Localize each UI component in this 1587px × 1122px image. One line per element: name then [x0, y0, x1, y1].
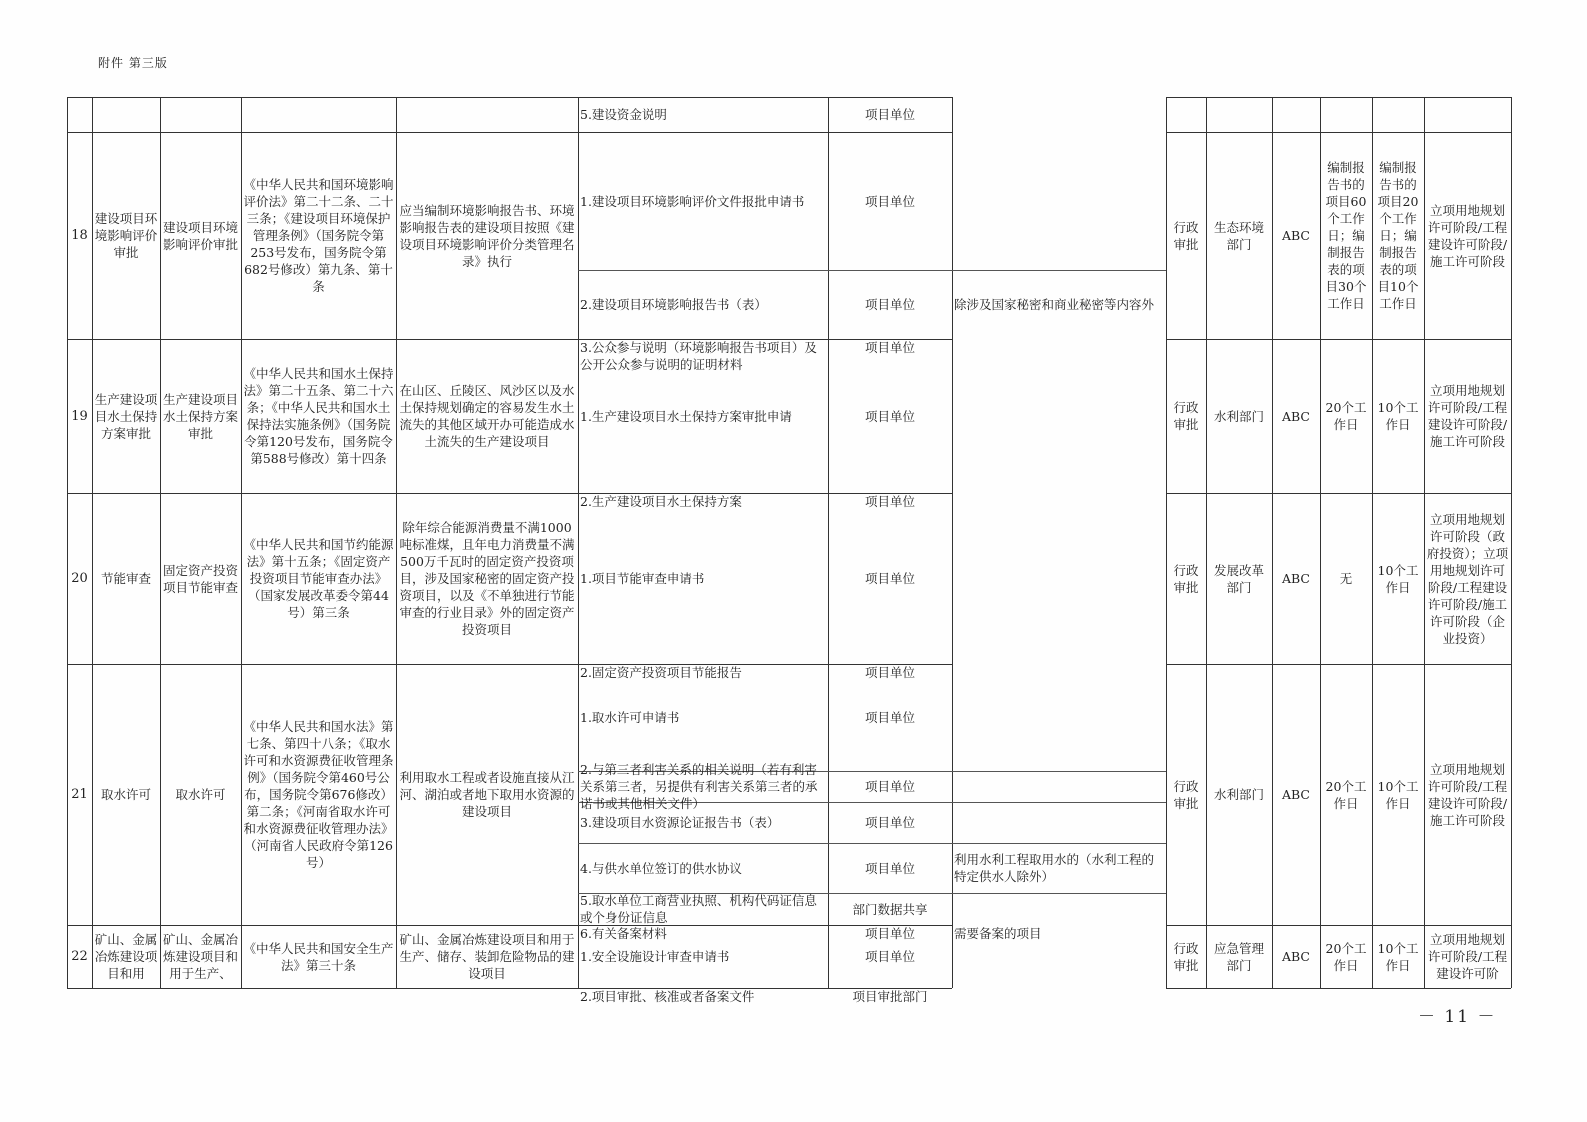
promised-time-limit — [1372, 925, 1424, 988]
item-name-text: 矿山、金属冶炼建设项目和用 — [94, 932, 158, 981]
approval-stage — [1424, 664, 1511, 925]
legal-basis-text: 《中华人民共和国水法》第七条、第四十八条；《取水许可和水资源费征收管理条例》（国务院令第460号公布，国务院令第676修改）第二条；《河南省取水许可和水资源费征收管理办法》（河南省人民政府令第126号） — [243, 719, 394, 870]
material-note — [952, 925, 1166, 988]
item-name-text: 节能审查 — [100, 571, 151, 586]
applicable-scope-text: 应当编制环境影响报告书、环境影响报告表的建设项目按照《建设项目环境影响评价分类管理名录》执行 — [399, 202, 575, 269]
material-name-text: 3.公众参与说明（环境影响报告书项目）及公开公众参与说明的证明材料 — [580, 340, 817, 372]
row-number — [67, 925, 92, 988]
approval-type — [1166, 132, 1206, 339]
material-source-text: 项目单位 — [864, 779, 915, 794]
material-source-text: 项目单位 — [864, 665, 915, 680]
legal-basis — [241, 664, 396, 925]
material-note — [952, 97, 1166, 132]
material-source-text: 部门数据共享 — [852, 901, 928, 917]
statutory-time-limit — [1320, 664, 1372, 925]
material-source — [828, 925, 952, 988]
material-name — [578, 925, 828, 988]
table-rule — [1166, 988, 1511, 989]
applicable-scope — [396, 132, 578, 339]
legal-basis-text: 《中华人民共和国节约能源法》第十五条；《固定资产投资项目节能审查办法》（国家发展改革委令第44号）第三条 — [243, 537, 394, 620]
material-name — [578, 843, 828, 893]
approval-stage — [1424, 97, 1511, 132]
page-number: － 11 － — [1418, 1007, 1497, 1027]
material-name-text: 2.建设项目环境影响报告书（表） — [580, 297, 767, 312]
responsible-dept-text: 生态环境部门 — [1213, 219, 1264, 252]
material-name — [578, 762, 828, 811]
statutory-time-limit — [1320, 493, 1372, 664]
responsible-dept-text: 发展改革部门 — [1213, 562, 1264, 595]
sub-item-name — [160, 97, 241, 132]
material-note — [952, 339, 1166, 493]
approval-stage — [1424, 925, 1511, 988]
applicable-level — [1272, 132, 1320, 339]
material-source-text: 项目单位 — [864, 408, 915, 424]
material-source — [828, 132, 952, 270]
applicable-level-text: ABC — [1281, 408, 1310, 424]
material-note-text: 除涉及国家秘密和商业秘密等内容外 — [954, 297, 1155, 312]
responsible-dept — [1206, 493, 1272, 664]
promised-time-limit — [1372, 493, 1424, 664]
legal-basis — [241, 97, 396, 132]
sub-item-name-text: 建设项目环境影响评价审批 — [162, 219, 238, 252]
sub-item-name-text: 固定资产投资项目节能审查 — [162, 562, 238, 595]
material-name-text: 2.项目审批、核准或者备案文件 — [580, 989, 755, 1004]
row-number-text: 18 — [71, 228, 88, 243]
row-number-text: 19 — [71, 408, 88, 424]
table-rule — [1511, 97, 1512, 988]
applicable-level-text: ABC — [1281, 571, 1310, 586]
statutory-time-limit-text: 20个工作日 — [1325, 400, 1367, 432]
material-note — [952, 802, 1166, 843]
sub-item-name — [160, 925, 241, 988]
approval-type — [1166, 97, 1206, 132]
approval-stage-text: 立项用地规划许可阶段/工程建设许可阶段/施工许可阶段 — [1427, 383, 1508, 449]
statutory-time-limit — [1320, 97, 1372, 132]
material-note — [952, 493, 1166, 664]
material-name-text: 1.取水许可申请书 — [580, 710, 680, 725]
material-note-text: 利用水利工程取用水的（水利工程的特定供水人除外） — [954, 852, 1155, 884]
material-name — [578, 97, 828, 132]
applicable-level — [1272, 97, 1320, 132]
item-name — [92, 493, 160, 664]
approval-type-text: 行政审批 — [1173, 219, 1199, 252]
material-source-text: 项目单位 — [864, 571, 915, 586]
statutory-time-limit — [1320, 925, 1372, 988]
material-source — [828, 893, 952, 925]
approval-stage-text: 立项用地规划许可阶段/工程建设许可阶 — [1427, 932, 1508, 981]
statutory-time-limit-text: 20个工作日 — [1325, 940, 1367, 973]
material-source-text: 项目审批部门 — [852, 989, 928, 1004]
approval-type — [1166, 339, 1206, 493]
responsible-dept — [1206, 664, 1272, 925]
material-source — [828, 97, 952, 132]
sub-item-name — [160, 132, 241, 339]
promised-time-limit-text: 10个工作日 — [1377, 778, 1419, 811]
responsible-dept-text: 应急管理部门 — [1213, 940, 1264, 973]
sub-item-name — [160, 339, 241, 493]
sub-item-name-text: 取水许可 — [175, 787, 226, 802]
material-note — [952, 132, 1166, 270]
sub-item-name — [160, 493, 241, 664]
material-note — [952, 893, 1166, 925]
applicable-scope-text: 除年综合能源消费量不满1000吨标准煤，且年电力消费量不满500万千瓦时的固定资产投资项目，涉及国家秘密的固定资产投资项目，以及《不单独进行节能审查的行业目录》外的固定资产投资项目 — [399, 520, 575, 637]
material-source — [828, 664, 952, 771]
material-name-text: 1.建设项目环境影响评价文件报批申请书 — [580, 193, 805, 209]
material-name-text: 1.项目节能审查申请书 — [580, 571, 705, 586]
material-source — [828, 493, 952, 664]
page-header: 附件 第三版 — [98, 56, 168, 70]
promised-time-limit-text: 10个工作日 — [1377, 400, 1419, 432]
responsible-dept — [1206, 339, 1272, 493]
material-name — [578, 664, 828, 771]
sub-item-name — [160, 664, 241, 925]
material-source — [828, 988, 952, 1005]
applicable-scope — [396, 493, 578, 664]
responsible-dept — [1206, 925, 1272, 988]
statutory-time-limit-text: 20个工作日 — [1325, 778, 1367, 811]
approval-stage-text: 立项用地规划许可阶段/工程建设许可阶段/施工许可阶段 — [1427, 202, 1508, 269]
legal-basis — [241, 493, 396, 664]
material-name — [578, 802, 828, 843]
responsible-dept — [1206, 132, 1272, 339]
approval-stage — [1424, 493, 1511, 664]
material-note — [952, 270, 1166, 339]
material-name-text: 5.建设资金说明 — [580, 107, 667, 122]
material-source-text: 项目单位 — [864, 949, 915, 964]
promised-time-limit — [1372, 664, 1424, 925]
item-name — [92, 97, 160, 132]
material-source-text: 项目单位 — [864, 494, 915, 509]
material-source-text: 项目单位 — [864, 926, 915, 941]
applicable-scope — [396, 339, 578, 493]
material-note — [952, 771, 1166, 802]
sub-item-name-text: 矿山、金属冶炼建设项目和用于生产、 — [162, 932, 238, 981]
material-name-text: 2.生产建设项目水土保持方案 — [580, 494, 742, 509]
approval-type — [1166, 493, 1206, 664]
statutory-time-limit — [1320, 132, 1372, 339]
row-number — [67, 132, 92, 339]
material-source — [828, 843, 952, 893]
material-source — [828, 339, 952, 493]
applicable-scope-text: 利用取水工程或者设施直接从江河、湖泊或者地下取用水资源的建设项目 — [399, 770, 575, 819]
applicable-scope-text: 在山区、丘陵区、风沙区以及水土保持规划确定的容易发生水土流失的其他区域开办可能造成水土流失的生产建设项目 — [399, 383, 575, 449]
material-source-text: 项目单位 — [864, 107, 915, 122]
applicable-scope-text: 矿山、金属冶炼建设项目和用于生产、储存、装卸危险物品的建设项目 — [399, 932, 575, 981]
promised-time-limit — [1372, 339, 1424, 493]
approval-stage — [1424, 339, 1511, 493]
applicable-level — [1272, 339, 1320, 493]
approval-type-text: 行政审批 — [1173, 562, 1199, 595]
row-number — [67, 493, 92, 664]
material-note — [952, 843, 1166, 893]
material-name-text: 4.与供水单位签订的供水协议 — [580, 860, 742, 876]
promised-time-limit-text: 10个工作日 — [1377, 562, 1419, 595]
statutory-time-limit-text: 无 — [1339, 571, 1353, 586]
statutory-time-limit — [1320, 339, 1372, 493]
legal-basis — [241, 339, 396, 493]
row-number-text: 21 — [71, 787, 88, 802]
material-source-text: 项目单位 — [864, 860, 915, 876]
material-source-text: 项目单位 — [864, 815, 915, 830]
approval-type-text: 行政审批 — [1173, 778, 1199, 811]
material-source — [828, 771, 952, 802]
material-name — [578, 270, 828, 339]
row-number-text: 22 — [71, 949, 88, 964]
material-name-text: 6.有关备案材料 — [580, 926, 667, 941]
material-name — [578, 493, 828, 664]
applicable-level — [1272, 664, 1320, 925]
item-name-text: 建设项目环境影响评价审批 — [94, 211, 158, 260]
material-note-text: 需要备案的项目 — [954, 926, 1042, 941]
legal-basis — [241, 132, 396, 339]
item-name — [92, 132, 160, 339]
responsible-dept — [1206, 97, 1272, 132]
promised-time-limit — [1372, 132, 1424, 339]
promised-time-limit-text: 10个工作日 — [1377, 940, 1419, 973]
material-name — [578, 339, 828, 493]
approval-type-text: 行政审批 — [1173, 400, 1199, 432]
applicable-scope — [396, 97, 578, 132]
material-source-text: 项目单位 — [864, 297, 915, 312]
material-source-text: 项目单位 — [864, 340, 915, 355]
legal-basis-text: 《中华人民共和国水土保持法》第二十五条、第二十六条；《中华人民共和国水土保持法实施条例》（国务院令第120号发布，国务院令第588号修改）第十四条 — [243, 366, 394, 466]
item-name-text: 生产建设项目水土保持方案审批 — [94, 391, 158, 441]
item-name — [92, 925, 160, 988]
material-name-text: 1.生产建设项目水土保持方案审批申请 — [580, 408, 792, 424]
promised-time-limit-text: 编制报告书的项目20个工作日；编制报告表的项目10个工作日 — [1377, 160, 1419, 311]
sub-item-name-text: 生产建设项目水土保持方案审批 — [162, 391, 238, 441]
material-note — [952, 664, 1166, 771]
approval-type — [1166, 925, 1206, 988]
legal-basis-text: 《中华人民共和国环境影响评价法》第二十二条、二十三条；《建设项目环境保护管理条例》（国务院令第253号发布，国务院令第682号修改）第九条、第十条 — [243, 177, 394, 294]
responsible-dept-text: 水利部门 — [1213, 787, 1264, 802]
material-name-text: 2.与第三者利害关系的相关说明（若有利害关系第三者，另提供有利害关系第三者的承诺书或其他相关文件） — [580, 762, 818, 811]
material-name-text: 5.取水单位工商营业执照、机构代码证信息或个身份证信息 — [580, 893, 817, 925]
row-number — [67, 97, 92, 132]
row-number-text: 20 — [71, 571, 88, 586]
statutory-time-limit-text: 编制报告书的项目60个工作日；编制报告表的项目30个工作日 — [1325, 160, 1367, 311]
approval-stage — [1424, 132, 1511, 339]
material-source — [828, 802, 952, 843]
promised-time-limit — [1372, 97, 1424, 132]
applicable-level — [1272, 493, 1320, 664]
legal-basis-text: 《中华人民共和国安全生产法》第三十条 — [243, 940, 394, 973]
material-name-text: 1.安全设施设计审查申请书 — [580, 949, 730, 964]
approval-type-text: 行政审批 — [1173, 940, 1199, 973]
row-number — [67, 664, 92, 925]
applicable-scope — [396, 925, 578, 988]
item-name-text: 取水许可 — [100, 787, 151, 802]
row-number — [67, 339, 92, 493]
applicable-level-text: ABC — [1281, 228, 1310, 243]
material-name — [578, 893, 828, 925]
material-name — [578, 132, 828, 270]
applicable-level — [1272, 925, 1320, 988]
item-name — [92, 664, 160, 925]
approval-stage-text: 立项用地规划许可阶段（政府投资）；立项用地规划许可阶段/工程建设许可阶段/施工许可阶段（企业投资） — [1426, 511, 1509, 646]
approval-stage-text: 立项用地规划许可阶段/工程建设许可阶段/施工许可阶段 — [1427, 761, 1508, 828]
legal-basis — [241, 925, 396, 988]
material-name-text: 3.建设项目水资源论证报告书（表） — [580, 815, 780, 830]
material-source-text: 项目单位 — [864, 193, 915, 209]
material-source-text: 项目单位 — [864, 710, 915, 725]
material-name-text: 2.固定资产投资项目节能报告 — [580, 665, 742, 680]
applicable-level-text: ABC — [1281, 949, 1310, 964]
applicable-level-text: ABC — [1281, 787, 1310, 802]
item-name — [92, 339, 160, 493]
material-name — [578, 988, 828, 1005]
responsible-dept-text: 水利部门 — [1213, 408, 1264, 424]
material-source — [828, 270, 952, 339]
applicable-scope — [396, 664, 578, 925]
approval-type — [1166, 664, 1206, 925]
